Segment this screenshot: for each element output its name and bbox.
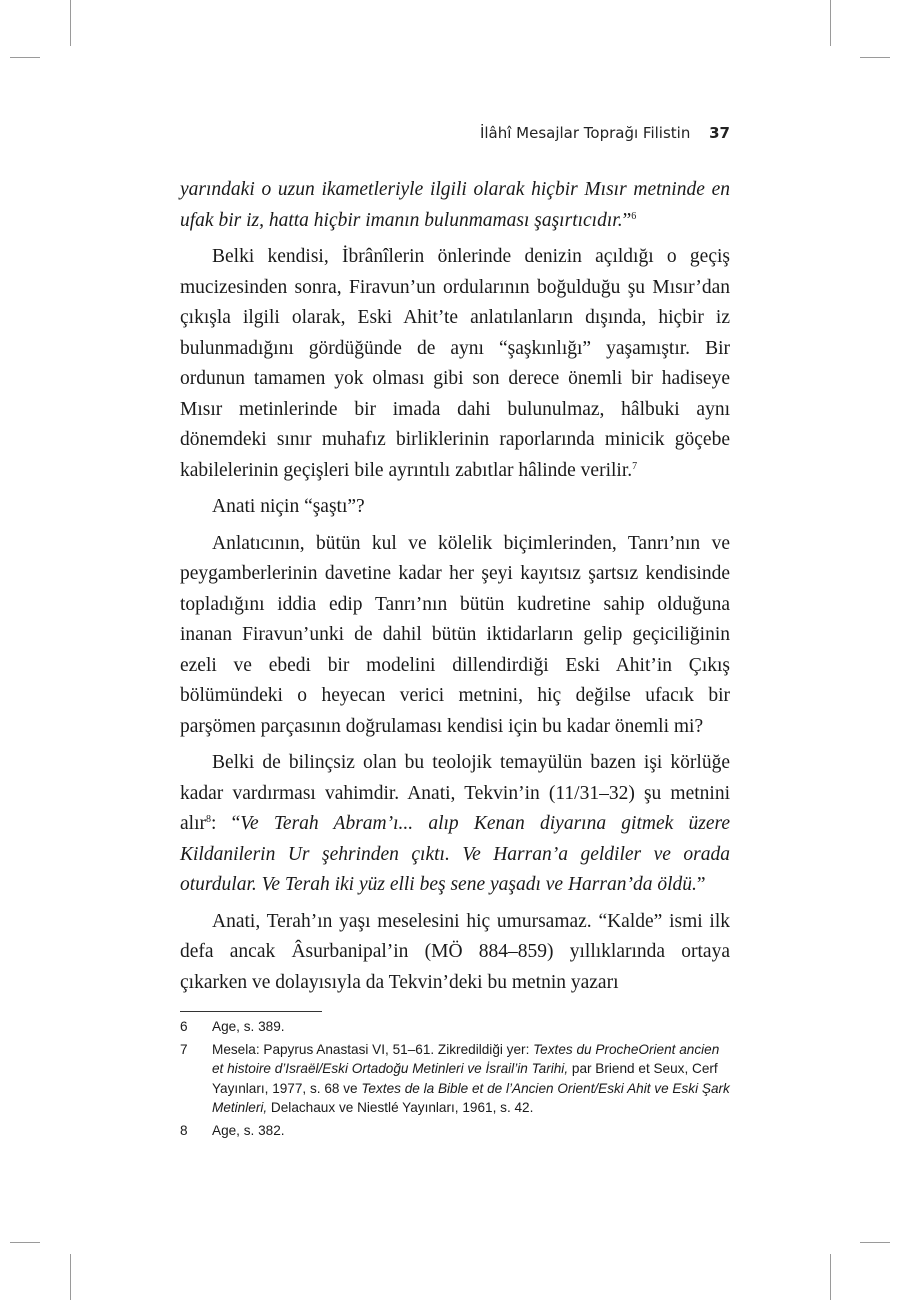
footnote-number: 6 — [180, 1019, 188, 1034]
footnote-rule — [180, 1011, 322, 1012]
paragraph-6: Anati, Terah’ın yaşı meselesini hiç umursamaz. “Kalde” ismi ilk defa ancak Âsurbanipal’in (MÖ 884–859) yıllıklarında ortaya çıkarken ve dolayısıyla da Tekvin’deki bu metnin yazarı — [180, 910, 730, 993]
crop-mark-right-bottom — [860, 1242, 890, 1243]
paragraph-5: Belki de bilinçsiz olan bu teolojik temayülün bazen işi körlüğe kadar vardırması vahimdir. Anati, Tekvin’in (11/31–32) şu metnini alır$^8$: “Ve Terah Abram’ı... alıp Kenan diyarına gitmek üzere Kildanilerin Ur şehrinden çıktı. Ve Harran’a geldiler ve orada oturdular. Ve Terah iki yüz elli beş sene yaşadı ve Harran’da öldü.” — [180, 752, 730, 895]
running-title: İlâhî Mesajlar Toprağı Filistin — [479, 124, 691, 142]
footnote-text: Age, s. 389. — [212, 1019, 285, 1034]
footnote-text: Age, s. 382. — [212, 1122, 285, 1138]
crop-mark-bottom-left — [70, 1254, 71, 1300]
paragraph-1: yarındaki o uzun ikametleriyle ilgili olarak hiçbir Mısır metninde en ufak bir iz, hatta hiçbir imanın bulunmaması şaşırtıcıdır.”$^6$ — [180, 179, 730, 231]
footnote-ref: 6 — [631, 210, 637, 222]
crop-mark-right-top — [860, 57, 890, 58]
footnote-text: Mesela: Papyrus Anastasi VI, 51–61. Zikredildiği yer: Textes du ProcheOrient ancien et histoire d’Israël/Eski Ortadoğu Metinleri ve İsrail’in Tarihi, par Briend et Seux, Cerf Yayınları, 1977, s. 68 ve Textes de la Bible et de l’Ancien Orient/Eski Ahit ve Eski Şark Metinleri, Delachaux ve Niestlé Yayınları, 1961, s. 42. — [212, 1041, 730, 1115]
body-text — [180, 175, 730, 1004]
page-number: 37 — [709, 124, 730, 142]
running-header — [180, 124, 730, 142]
crop-mark-top-right — [830, 0, 831, 46]
footnote-6 — [180, 1017, 730, 1037]
paragraph-2: Belki kendisi, İbrânîlerin önlerinde denizin açıldığı o geçiş mucizesinden sonra, Firavun’un ordularının boğulduğu şu Mısır’dan çıkışla ilgili olarak, Eski Ahit’te anlatılanların dışında, hiçbir iz bulunmadığını gördüğünde de aynı “şaşkınlığı” yaşamıştır. Bir ordunun tamamen yok olması gibi son derece önemli bir hadiseye Mısır metinlerinde bir imada dahi bulunulmaz, hâlbuki aynı dönemdeki sınır muhafız birliklerinin raporlarında minicik göçebe kabilelerinin geçişleri bile ayrıntılı zabıtlar hâlinde verilir.$^7$ — [180, 246, 730, 481]
footnote-ref: 8 — [205, 814, 211, 825]
quote-italic: Ve Terah Abram’ı... alıp Kenan diyarına gitmek üzere Kildanilerin Ur şehrinden çıktı. Ve Harran’a geldiler ve orada oturdular. Ve Terah iki yüz elli beş sene yaşadı ve Harran’da öldü. — [180, 813, 730, 895]
footnote-ref: 7 — [632, 460, 638, 472]
crop-mark-left-bottom — [10, 1242, 40, 1243]
footnote-number: 8 — [180, 1122, 188, 1138]
crop-mark-left-top — [10, 57, 40, 58]
footnote-7 — [180, 1040, 730, 1118]
quote-italic: yarındaki o uzun ikametleriyle ilgili olarak hiçbir Mısır metninde en ufak bir iz, hatta hiçbir imanın bulunmaması şaşırtıcıdır. — [180, 179, 730, 231]
paragraph-3: Anati niçin “şaştı”? — [212, 496, 365, 517]
footnote-number: 7 — [180, 1041, 188, 1057]
paragraph-4: Anlatıcının, bütün kul ve kölelik biçimlerinden, Tanrı’nın ve peygamberlerinin davetine kadar her şeyi kayıtsız şartsız kendisinde topladığını iddia edip Tanrı’nın bütün kudretine sahip olduğuna inanan Firavun’unki de dahil bütün iktidarların gelip geçiciliğinin ezeli ve ebedi bir modelini dillendirdiği Eski Ahit’in Çıkış bölümündeki o heyecan verici metnini, hiç değilse ufacık bir parşömen parçasının doğrulaması kendisi için bu kadar önemli mi? — [180, 532, 730, 737]
footnotes — [180, 1017, 730, 1143]
crop-mark-top-left — [70, 0, 71, 46]
footnote-8 — [180, 1121, 730, 1141]
crop-mark-bottom-right — [830, 1254, 831, 1300]
